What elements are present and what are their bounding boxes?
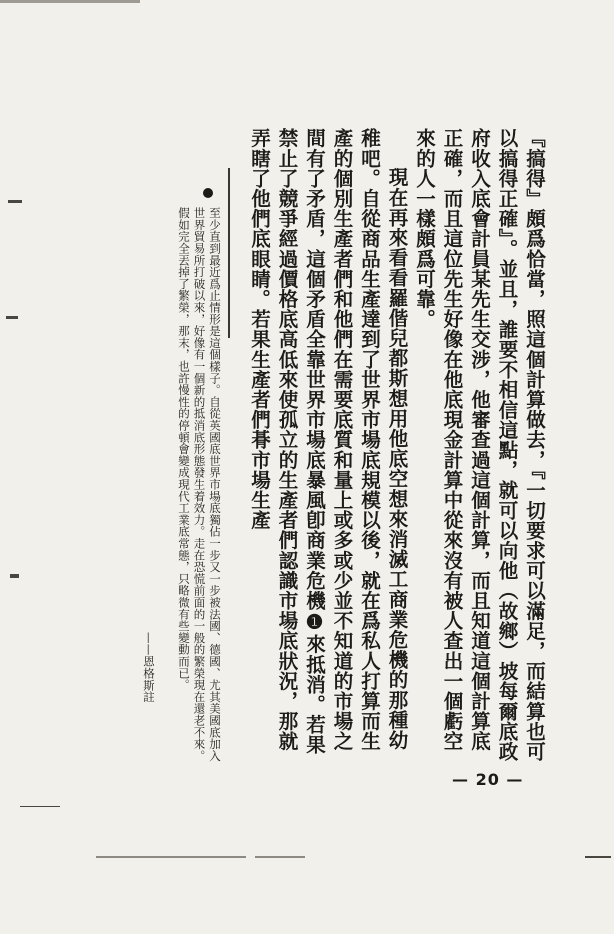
paragraph-2: [246, 128, 411, 768]
speck: [20, 806, 60, 807]
speck: [585, 856, 611, 858]
footnote-body: 至少直到最近爲止情形是這個樣子。自從英國底世界市場底獨佔一步又一步被法國、德國、尤其美國底加入世界貿易所打破以來，好像有一個新的抵消底形態發生着效力。走在恐慌前面的一般的繁榮現在還老不來。假如完全丟掉了繁榮，那末，也許慢性的停頓會變成現代工業底常態，只略微有些變動而已。: [177, 207, 222, 762]
paragraph-1: 『搞得』頗爲恰當，照這個計算做去，『一切要求可以滿足，而結算也可以搞得正確』。並且，誰要不相信這點，就可以向他（故鄉）坡每爾底政府收入底會計員某先生交涉，他審查過這個計算，而且知道這個計算底正確，而且這位先生好像在他底現金計算中從來沒有被人查出一個虧空來的人一樣頗爲可靠。: [413, 128, 546, 762]
speck: [10, 574, 19, 578]
speck: [255, 856, 305, 858]
speck: [6, 316, 18, 319]
footnote-marker: [203, 188, 213, 198]
footnote-signature: ——恩格斯註: [142, 632, 156, 703]
main-text-body: [198, 128, 548, 768]
footnote-divider-rule: [228, 168, 230, 338]
page-number: — 20 —: [452, 770, 524, 789]
speck: [96, 856, 246, 858]
speck: [0, 0, 140, 3]
paragraph-2-text: 現在再來看看羅偕兒都斯想用他底空想來消滅工商業危機的那種幼稚吧。自從商品生產達到了世界市場底規模以後，就在爲私人打算而生產的個別生產者們和他們在需要底質和量上或多或少並不知道的市場之間有了矛盾，這個矛盾全靠世界市場底暴風卽商業危機: [303, 128, 409, 752]
paragraph-2-continuation: 來抵消。若果禁止了競爭經過價格底高低來使孤立的生產者們認識市場底狀況，那就弄瞎了他們底眼睛。若果生產者們朞市場生產: [248, 128, 326, 755]
speck: [8, 200, 22, 203]
footnote-reference-mark: ❶: [303, 610, 326, 635]
